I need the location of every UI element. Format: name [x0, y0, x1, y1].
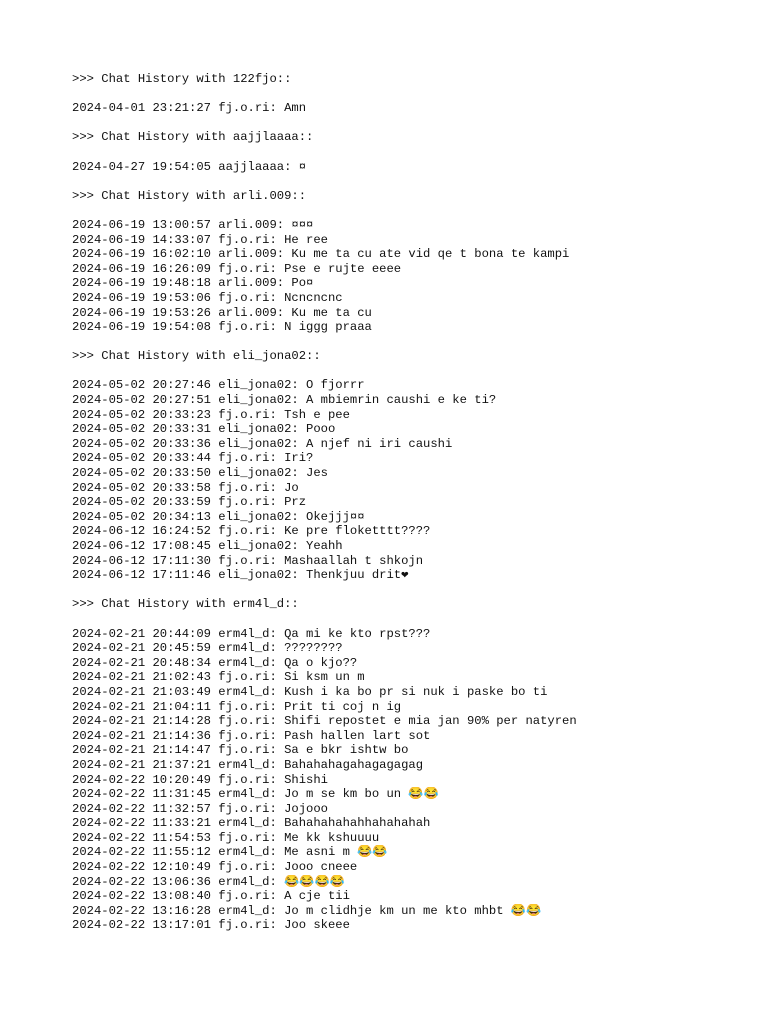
chat-message-line: 2024-02-22 11:31:45 erm4l_d: Jo m se km bo un 😂😂 — [72, 787, 439, 802]
blank-line — [72, 203, 752, 218]
chat-message-line: 2024-06-12 17:11:46 eli_jona02: Thenkjuu drit❤ — [72, 568, 409, 583]
chat-message-line: 2024-06-19 14:33:07 fj.o.ri: He ree — [72, 232, 328, 247]
chat-message-line: 2024-02-21 21:14:47 fj.o.ri: Sa e bkr ishtw bo — [72, 743, 409, 758]
chat-message-line: 2024-02-22 11:33:21 erm4l_d: Bahahahahahhahahahah — [72, 816, 431, 831]
blank-line — [72, 335, 752, 350]
chat-message-line: 2024-02-21 21:02:43 fj.o.ri: Si ksm un m — [72, 670, 365, 685]
chat-section-header: >>> Chat History with 122fjo:: — [72, 72, 292, 86]
chat-message-line: 2024-02-22 13:06:36 erm4l_d: 😂😂😂😂 — [72, 874, 345, 889]
chat-message-line: 2024-06-12 17:08:45 eli_jona02: Yeahh — [72, 539, 343, 553]
chat-section — [72, 72, 752, 130]
chat-message-line: 2024-04-01 23:21:27 fj.o.ri: Amn — [72, 101, 307, 116]
blank-line — [72, 364, 752, 379]
chat-message-line: 2024-05-02 20:33:59 fj.o.ri: Prz — [72, 495, 307, 510]
blank-line — [72, 583, 752, 598]
chat-message-line: 2024-06-12 17:11:30 fj.o.ri: Mashaallah t shkojn — [72, 553, 424, 568]
chat-section — [72, 189, 752, 350]
chat-message-line: 2024-02-22 12:10:49 fj.o.ri: Jooo cneee — [72, 860, 358, 875]
chat-message-line: 2024-02-21 20:48:34 erm4l_d: Qa o kjo?? — [72, 655, 358, 670]
chat-message-line: 2024-06-19 16:02:10 arli.009: Ku me ta cu ate vid qe t bona te kampi — [72, 247, 570, 262]
chat-section — [72, 349, 752, 597]
chat-history-document — [72, 72, 752, 933]
chat-message-line: 2024-06-19 19:54:08 fj.o.ri: N iggg praaa — [72, 320, 372, 335]
chat-message-line: 2024-02-22 13:08:40 fj.o.ri: A cje tii — [72, 889, 350, 904]
chat-message-line: 2024-05-02 20:33:36 eli_jona02: A njef ni iri caushi — [72, 436, 453, 451]
blank-line — [72, 116, 752, 131]
chat-message-line: 2024-05-02 20:33:31 eli_jona02: Pooo — [72, 422, 336, 437]
chat-message-line: 2024-05-02 20:34:13 eli_jona02: Okejjj¤¤ — [72, 509, 365, 524]
chat-section-header: >>> Chat History with aajjlaaaa:: — [72, 130, 314, 145]
chat-message-line: 2024-02-21 21:14:36 fj.o.ri: Pash hallen lart sot — [72, 728, 431, 743]
chat-message-line: 2024-02-22 13:16:28 erm4l_d: Jo m clidhje km un me kto mhbt 😂😂 — [72, 903, 542, 918]
chat-message-line: 2024-02-21 21:14:28 fj.o.ri: Shifi repostet e mia jan 90% per natyren — [72, 714, 577, 729]
chat-message-line: 2024-06-19 19:53:26 arli.009: Ku me ta cu — [72, 305, 372, 320]
chat-message-line: 2024-02-22 11:55:12 erm4l_d: Me asni m 😂😂 — [72, 845, 388, 860]
chat-section — [72, 597, 752, 933]
chat-message-line: 2024-02-21 21:04:11 fj.o.ri: Prit ti coj n ig — [72, 699, 402, 714]
chat-message-line: 2024-06-19 13:00:57 arli.009: ¤¤¤ — [72, 217, 314, 232]
blank-line — [72, 612, 752, 627]
chat-message-line: 2024-02-21 20:45:59 erm4l_d: ???????? — [72, 641, 343, 656]
chat-message-line: 2024-06-12 16:24:52 fj.o.ri: Ke pre floketttt???? — [72, 524, 431, 539]
chat-message-line: 2024-05-02 20:27:51 eli_jona02: A mbiemrin caushi e ke ti? — [72, 393, 497, 408]
chat-message-line: 2024-05-02 20:33:58 fj.o.ri: Jo — [72, 480, 299, 495]
chat-message-line: 2024-06-19 19:48:18 arli.009: Po¤ — [72, 276, 314, 291]
chat-message-line: 2024-02-22 13:17:01 fj.o.ri: Joo skeee — [72, 918, 350, 933]
chat-message-line: 2024-06-19 16:26:09 fj.o.ri: Pse e rujte eeee — [72, 261, 402, 276]
chat-message-line: 2024-02-21 21:37:21 erm4l_d: Bahahahagahagagagag — [72, 757, 424, 772]
chat-message-line: 2024-05-02 20:27:46 eli_jona02: O fjorrr — [72, 378, 365, 393]
chat-message-line: 2024-05-02 20:33:50 eli_jona02: Jes — [72, 466, 328, 481]
chat-message-line: 2024-04-27 19:54:05 aajjlaaaa: ¤ — [72, 159, 307, 174]
chat-message-line: 2024-02-21 20:44:09 erm4l_d: Qa mi ke kto rpst??? — [72, 626, 431, 641]
chat-section-header: >>> Chat History with eli_jona02:: — [72, 349, 321, 364]
chat-section — [72, 130, 752, 188]
chat-message-line: 2024-02-21 21:03:49 erm4l_d: Kush i ka bo pr si nuk i paske bo ti — [72, 684, 548, 699]
chat-message-line: 2024-02-22 10:20:49 fj.o.ri: Shishi — [72, 772, 328, 787]
blank-line — [72, 145, 752, 160]
blank-line — [72, 174, 752, 189]
chat-message-line: 2024-05-02 20:33:44 fj.o.ri: Iri? — [72, 451, 314, 466]
chat-section-header: >>> Chat History with arli.009:: — [72, 188, 307, 203]
chat-message-line: 2024-06-19 19:53:06 fj.o.ri: Ncncncnc — [72, 290, 343, 305]
chat-section-header: >>> Chat History with erm4l_d:: — [72, 597, 299, 612]
chat-message-line: 2024-05-02 20:33:23 fj.o.ri: Tsh e pee — [72, 407, 350, 422]
blank-line — [72, 87, 752, 102]
chat-message-line: 2024-02-22 11:54:53 fj.o.ri: Me kk kshuuuu — [72, 830, 380, 845]
chat-message-line: 2024-02-22 11:32:57 fj.o.ri: Jojooo — [72, 801, 328, 816]
